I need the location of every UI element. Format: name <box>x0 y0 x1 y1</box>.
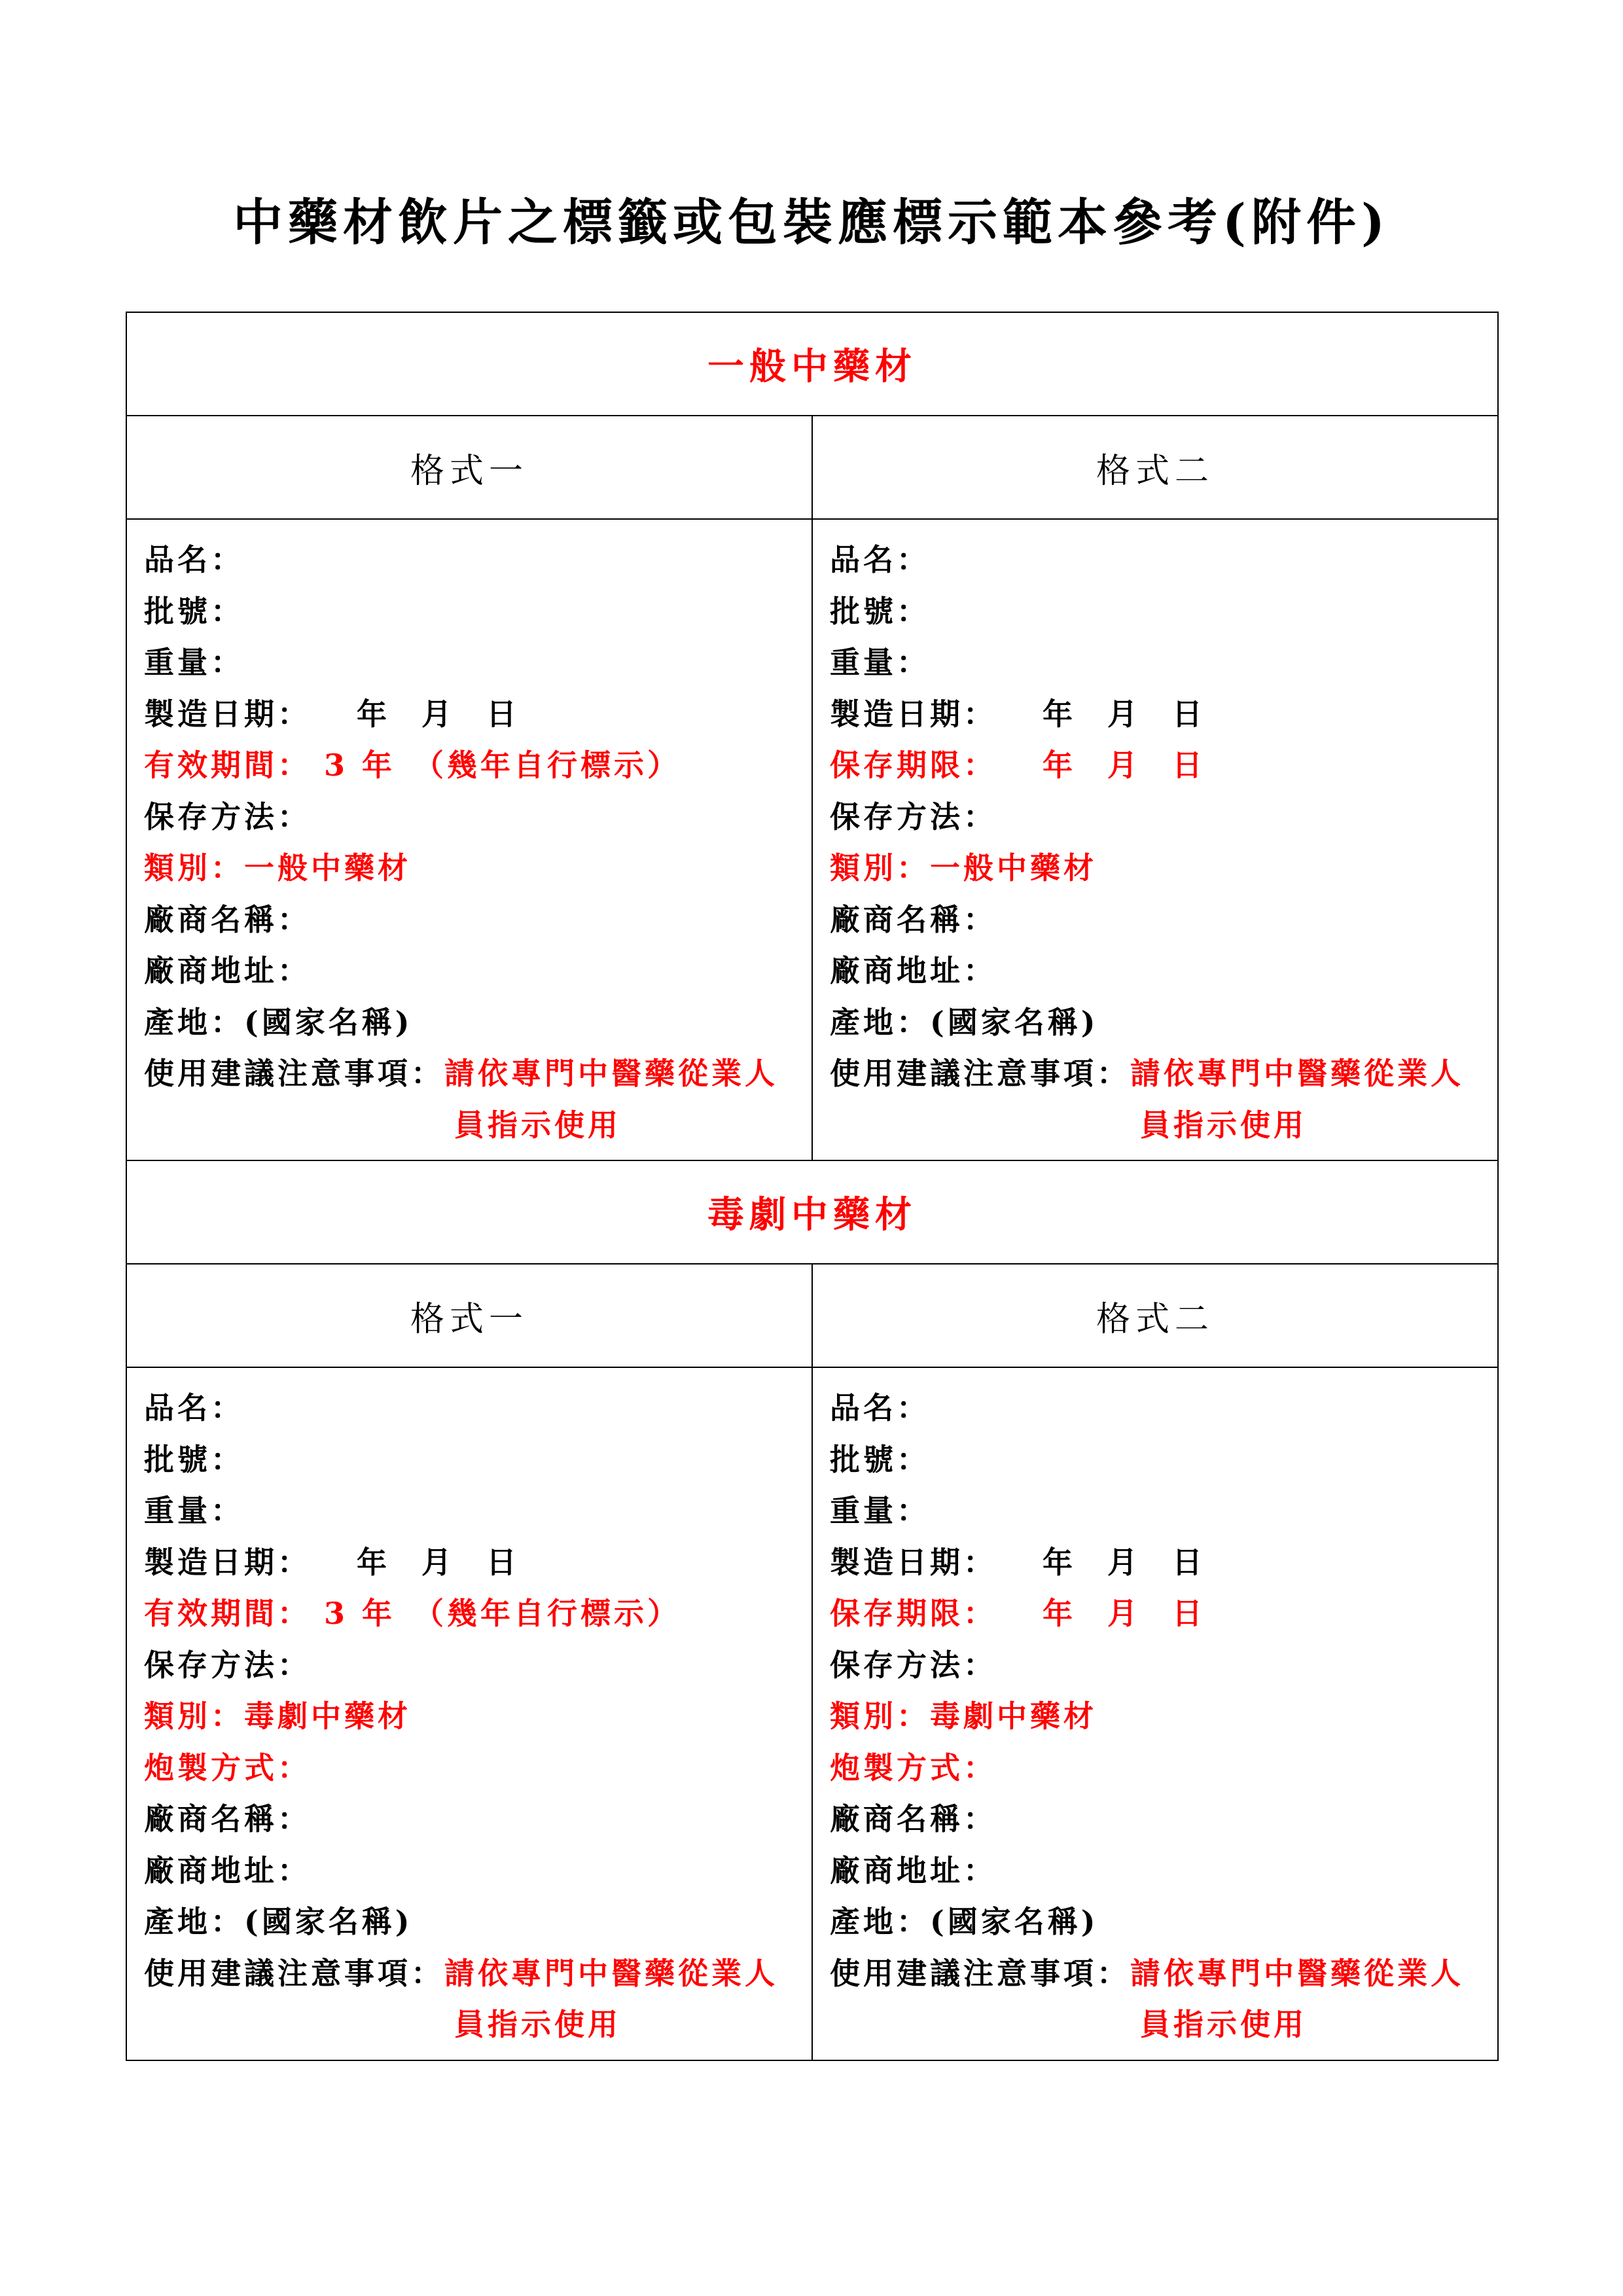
day-unit: 日 <box>486 1544 520 1580</box>
manufacture-date-field <box>830 689 1484 740</box>
validity-note: （幾年自行標示） <box>414 1596 681 1631</box>
batch-number-field: 批號： <box>830 593 930 629</box>
day-unit: 日 <box>1172 1596 1205 1631</box>
product-name-field: 品名： <box>144 542 244 577</box>
usage-notes-label: 使用建議注意事項： <box>830 1955 1130 1991</box>
usage-notes-value: 請依專門中醫藥從業人 <box>1130 1955 1464 1991</box>
manufacture-date-label: 製造日期： <box>144 696 311 732</box>
category-field: 類別：毒劇中藥材 <box>830 1698 1097 1734</box>
origin-field: 產地：(國家名稱) <box>830 1004 1099 1040</box>
manufacture-date-field <box>144 1537 798 1588</box>
product-name-field: 品名： <box>830 1390 930 1426</box>
manufacturer-address-field: 廠商地址： <box>830 1852 997 1888</box>
general-format-two-label <box>812 519 1498 1160</box>
general-format-one-label <box>126 519 812 1160</box>
shelf-life-label: 保存期限： <box>830 747 997 783</box>
product-name-field: 品名： <box>830 542 930 577</box>
manufacturer-name-field: 廠商名稱： <box>830 1801 997 1837</box>
usage-notes-value-continued: 員指示使用 <box>454 2007 621 2042</box>
manufacture-date-field <box>830 1537 1484 1588</box>
usage-notes-label: 使用建議注意事項： <box>144 1955 444 1991</box>
year-unit: 年 <box>1043 1596 1076 1631</box>
storage-method-field: 保存方法： <box>144 798 311 834</box>
weight-field: 重量： <box>144 1493 244 1528</box>
usage-notes-label: 使用建議注意事項： <box>830 1056 1130 1091</box>
section-header-row <box>126 1160 1498 1264</box>
storage-method-field: 保存方法： <box>830 798 997 834</box>
format-one-header: 格式一 <box>126 1264 812 1367</box>
manufacturer-name-field: 廠商名稱： <box>144 901 311 937</box>
category-field: 類別：毒劇中藥材 <box>144 1698 411 1734</box>
validity-label: 有效期間： <box>144 747 311 783</box>
origin-field: 產地：(國家名稱) <box>144 1904 413 1939</box>
toxic-format-two-label <box>812 1367 1498 2060</box>
usage-notes-field <box>144 1048 798 1100</box>
toxic-format-one-label <box>126 1367 812 2060</box>
year-unit: 年 <box>1043 1544 1076 1580</box>
batch-number-field: 批號： <box>144 1441 244 1477</box>
month-unit: 月 <box>1107 696 1141 732</box>
manufacturer-address-field: 廠商地址： <box>830 953 997 988</box>
day-unit: 日 <box>486 696 520 732</box>
usage-notes-value-continued: 員指示使用 <box>1140 2007 1307 2042</box>
batch-number-field: 批號： <box>830 1441 930 1477</box>
month-unit: 月 <box>1107 1596 1141 1631</box>
shelf-life-field <box>830 1588 1484 1640</box>
usage-notes-value: 請依專門中醫藥從業人 <box>444 1955 778 1991</box>
processing-method-field: 炮製方式： <box>830 1749 997 1785</box>
batch-number-field: 批號： <box>144 593 244 629</box>
format-two-header: 格式二 <box>812 1264 1498 1367</box>
shelf-life-label: 保存期限： <box>830 1596 997 1631</box>
format-two-header: 格式二 <box>812 416 1498 519</box>
label-template-table <box>126 312 1499 2061</box>
format-one-header: 格式一 <box>126 416 812 519</box>
weight-field: 重量： <box>830 645 930 680</box>
shelf-life-field <box>830 740 1484 791</box>
usage-notes-label: 使用建議注意事項： <box>144 1056 444 1091</box>
manufacturer-name-field: 廠商名稱： <box>144 1801 311 1837</box>
day-unit: 日 <box>1172 1544 1205 1580</box>
origin-field: 產地：(國家名稱) <box>830 1904 1099 1939</box>
validity-period-field <box>144 1588 798 1640</box>
label-fields-row <box>126 1367 1498 2060</box>
category-field: 類別：一般中藥材 <box>144 850 411 886</box>
year-unit: 年 <box>357 1544 390 1580</box>
manufacturer-address-field: 廠商地址： <box>144 953 311 988</box>
usage-notes-field <box>830 1048 1484 1100</box>
section-header-row <box>126 312 1498 416</box>
manufacturer-name-field: 廠商名稱： <box>830 901 997 937</box>
label-fields-row <box>126 519 1498 1160</box>
weight-field: 重量： <box>144 645 244 680</box>
month-unit: 月 <box>421 696 455 732</box>
storage-method-field: 保存方法： <box>144 1647 311 1683</box>
usage-notes-value: 請依專門中醫藥從業人 <box>444 1056 778 1091</box>
format-header-row <box>126 416 1498 519</box>
day-unit: 日 <box>1172 747 1205 783</box>
validity-label: 有效期間： <box>144 1596 311 1631</box>
storage-method-field: 保存方法： <box>830 1647 997 1683</box>
usage-notes-field <box>830 1948 1484 2000</box>
manufacture-date-field <box>144 689 798 740</box>
validity-note: （幾年自行標示） <box>414 747 681 783</box>
document-title: 中藥材飲片之標籤或包裝應標示範本參考(附件) <box>233 193 1390 251</box>
year-unit: 年 <box>1043 747 1076 783</box>
usage-notes-field <box>144 1948 798 2000</box>
usage-notes-value-continued: 員指示使用 <box>454 1107 621 1143</box>
validity-value: 3 年 <box>324 747 396 783</box>
usage-notes-value-continued: 員指示使用 <box>1140 1107 1307 1143</box>
month-unit: 月 <box>1107 1544 1141 1580</box>
year-unit: 年 <box>1043 696 1076 732</box>
processing-method-field: 炮製方式： <box>144 1749 311 1785</box>
month-unit: 月 <box>1107 747 1141 783</box>
usage-notes-value: 請依專門中醫藥從業人 <box>1130 1056 1464 1091</box>
validity-period-field <box>144 740 798 791</box>
product-name-field: 品名： <box>144 1390 244 1426</box>
origin-field: 產地：(國家名稱) <box>144 1004 413 1040</box>
day-unit: 日 <box>1172 696 1205 732</box>
format-header-row <box>126 1264 1498 1367</box>
year-unit: 年 <box>357 696 390 732</box>
section-heading-toxic: 毒劇中藥材 <box>126 1160 1498 1264</box>
manufacturer-address-field: 廠商地址： <box>144 1852 311 1888</box>
weight-field: 重量： <box>830 1493 930 1528</box>
section-heading-general: 一般中藥材 <box>126 312 1498 416</box>
manufacture-date-label: 製造日期： <box>830 1544 997 1580</box>
category-field: 類別：一般中藥材 <box>830 850 1097 886</box>
validity-value: 3 年 <box>324 1596 396 1631</box>
manufacture-date-label: 製造日期： <box>830 696 997 732</box>
manufacture-date-label: 製造日期： <box>144 1544 311 1580</box>
month-unit: 月 <box>421 1544 455 1580</box>
